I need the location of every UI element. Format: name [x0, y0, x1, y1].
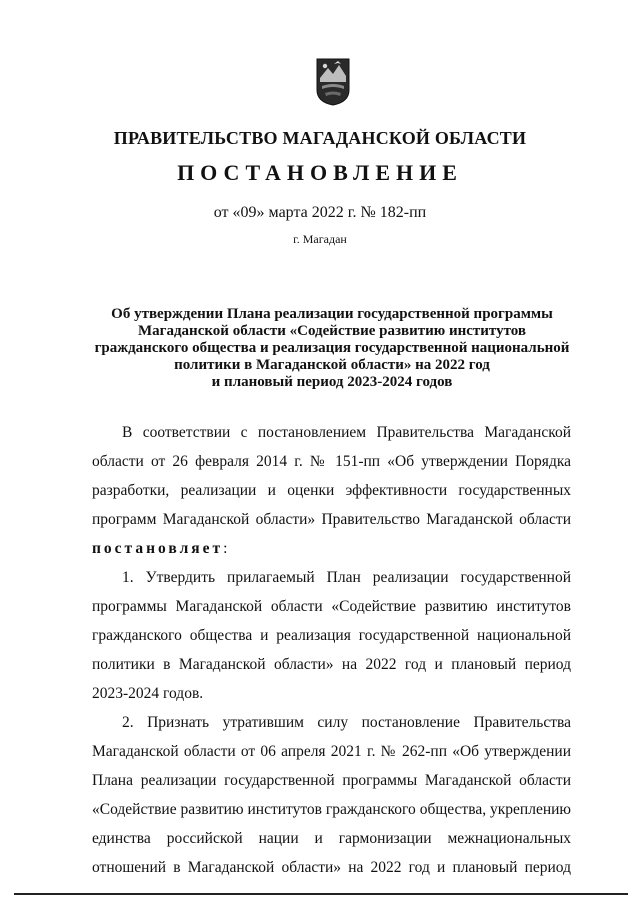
title-line: и плановый период 2023-2024 годов	[211, 374, 453, 390]
document-body	[92, 418, 571, 882]
preamble-line: области от 26 февраля 2014 г. № 151-пп «Об утверждении Порядка	[92, 453, 571, 470]
item2-line: 2. Признать утратившим силу постановление Правительства	[122, 714, 571, 731]
item2-line: «Содействие развитию институтов гражданского общества, укреплению	[92, 801, 571, 818]
item2-line: Плана реализации государственной программы Магаданской области	[92, 772, 571, 789]
document-title	[92, 306, 572, 391]
document-type: ПОСТАНОВЛЕНИЕ	[177, 160, 463, 185]
item1-line: гражданского общества и реализация государственной национальной	[92, 627, 571, 644]
title-line: Магаданской области «Содействие развитию институтов	[138, 323, 526, 339]
preamble-line: разработки, реализации и оценки эффективности государственных	[92, 482, 571, 499]
preamble-line: В соответствии с постановлением Правительства Магаданской	[122, 424, 571, 441]
item2-line: единства российской нации и гармонизации межнациональных	[92, 830, 571, 847]
item1-line: политики в Магаданской области» на 2022 год и плановый период	[92, 656, 571, 673]
decree-word: постановляет	[92, 540, 224, 557]
item1-line: программы Магаданской области «Содействие развитию институтов	[92, 598, 571, 615]
item1-line: 1. Утвердить прилагаемый План реализации государственной	[122, 569, 571, 586]
preamble-line: программ Магаданской области» Правительство Магаданской области	[92, 511, 571, 528]
document-date-number: от «09» марта 2022 г. № 182-пп	[213, 204, 427, 221]
decree-line	[92, 534, 571, 563]
document-city: г. Магадан	[293, 232, 347, 246]
decree-colon: :	[223, 540, 228, 557]
item2-line: отношений в Магаданской области» на 2022 год и плановый период	[92, 859, 571, 876]
scan-edge-rule	[14, 893, 628, 895]
government-name: ПРАВИТЕЛЬСТВО МАГАДАНСКОЙ ОБЛАСТИ	[113, 128, 527, 148]
title-line: политики в Магаданской области» на 2022 год	[174, 357, 490, 373]
title-line: гражданского общества и реализация государственной национальной	[94, 340, 570, 356]
title-line: Об утверждении Плана реализации государственной программы	[111, 306, 553, 322]
item1-line: 2023-2024 годов.	[92, 685, 204, 702]
item2-line: Магаданской области от 06 апреля 2021 г. № 262-пп «Об утверждении	[92, 743, 571, 760]
coat-of-arms-icon	[316, 58, 350, 106]
